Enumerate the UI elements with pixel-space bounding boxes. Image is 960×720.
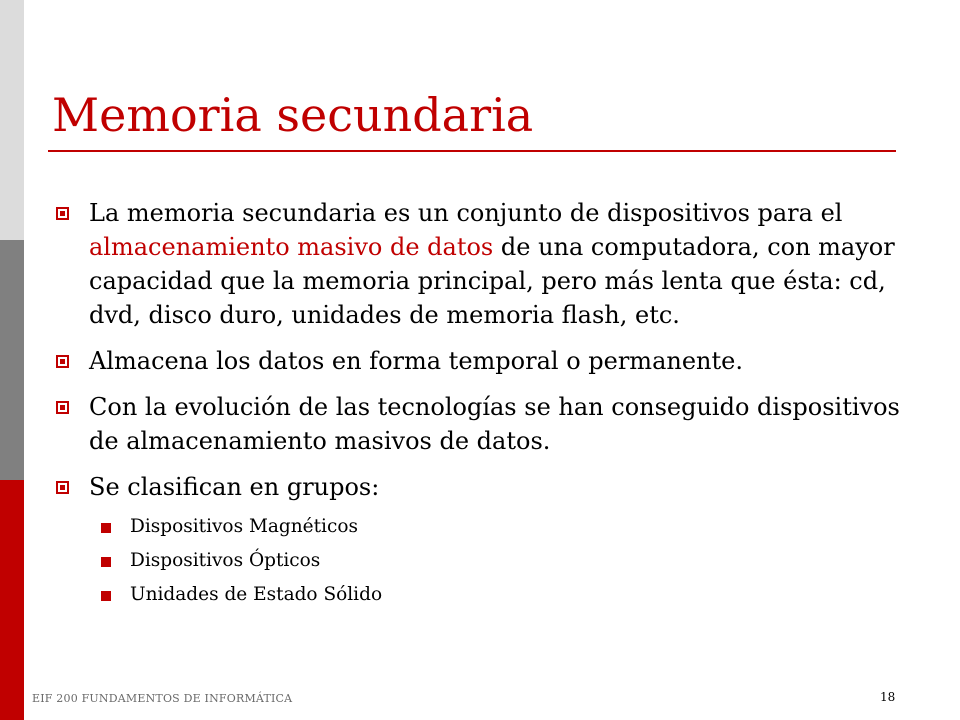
bullet-text-highlight: almacenamiento masivo de datos — [89, 233, 494, 261]
slide-title: Memoria secundaria — [52, 88, 534, 142]
filled-square-bullet-icon — [101, 591, 111, 601]
sidebar-block-red — [0, 480, 24, 720]
sidebar-block-gray — [0, 240, 24, 480]
sub-bullet-text: Dispositivos Magnéticos — [130, 516, 358, 537]
sub-bullet-item — [56, 510, 906, 544]
bullet-text: Almacena los datos en forma temporal o permanente. — [89, 347, 743, 375]
bullet-item — [56, 344, 906, 378]
bullet-item — [56, 390, 906, 458]
hollow-square-bullet-icon — [56, 401, 69, 414]
hollow-square-bullet-icon — [56, 355, 69, 368]
bullet-text: Con la evolución de las tecnologías se han conseguido dispositivos de almacenamiento masivos de datos. — [89, 393, 900, 455]
sub-bullet-item — [56, 544, 906, 578]
bullet-text-post: de una computadora, con mayor capacidad que la memoria principal, pero más lenta que ésta: cd, dvd, disco duro, unidades de memoria flash, etc. — [89, 233, 895, 329]
page-number: 18 — [880, 690, 896, 704]
sub-bullet-text: Dispositivos Ópticos — [130, 550, 321, 571]
slide-footer: EIF 200 FUNDAMENTOS DE INFORMÁTICA — [32, 692, 293, 705]
slide-content — [56, 196, 906, 612]
sub-bullet-text: Unidades de Estado Sólido — [130, 584, 383, 605]
sidebar-decoration — [0, 0, 24, 720]
bullet-text-pre: La memoria secundaria es un conjunto de dispositivos para el — [89, 199, 843, 227]
hollow-square-bullet-icon — [56, 207, 69, 220]
sidebar-block-light — [0, 0, 24, 240]
title-underline — [48, 150, 896, 152]
bullet-text: Se clasifican en grupos: — [89, 473, 380, 501]
bullet-item — [56, 470, 906, 504]
filled-square-bullet-icon — [101, 557, 111, 567]
sub-bullet-item — [56, 578, 906, 612]
hollow-square-bullet-icon — [56, 481, 69, 494]
bullet-item — [56, 196, 906, 332]
filled-square-bullet-icon — [101, 523, 111, 533]
